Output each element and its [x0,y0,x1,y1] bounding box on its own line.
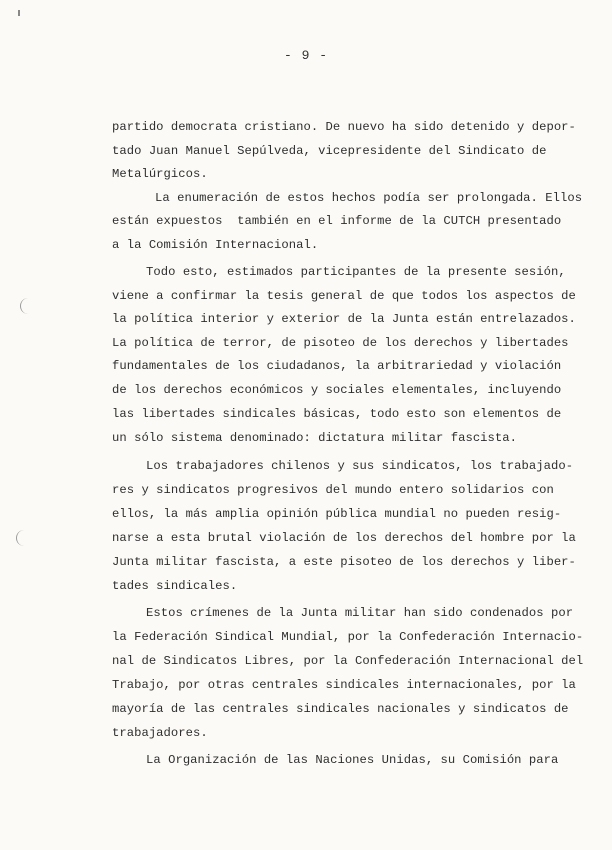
text-line: Todo esto, estimados participantes de la presente sesión, [146,265,566,279]
text-line: mayoría de las centrales sindicales nacionales y sindicatos de [112,702,569,716]
text-line: La Organización de las Naciones Unidas, su Comisión para [146,753,559,767]
text-line: Metalúrgicos. [112,167,208,181]
margin-punch-mark-lower [16,530,25,546]
text-line: nal de Sindicatos Libres, por la Confederación Internacional del [112,654,584,668]
text-line: tades sindicales. [112,579,238,593]
text-line: Trabajo, por otras centrales sindicales internacionales, por la [112,678,576,692]
text-line: partido democrata cristiano. De nuevo ha sido detenido y depor- [112,120,576,134]
text-line: tado Juan Manuel Sepúlveda, vicepresidente del Sindicato de [112,144,547,158]
text-line: un sólo sistema denominado: dictatura militar fascista. [112,431,518,445]
text-line: trabajadores. [112,726,208,740]
text-line: ellos, la más amplia opinión pública mundial no pueden resig- [112,507,562,521]
text-line: de los derechos económicos y sociales elementales, incluyendo [112,383,562,397]
text-line: Estos crímenes de la Junta militar han sido condenados por [146,606,574,620]
text-line: La política de terror, de pisoteo de los derechos y libertades [112,336,569,350]
text-line: Junta militar fascista, a este pisoteo de los derechos y liber- [112,555,576,569]
text-line: La enumeración de estos hechos podía ser prolongada. Ellos [155,191,583,205]
corner-mark [18,10,20,16]
text-line: la Federación Sindical Mundial, por la Confederación Internacio- [112,630,584,644]
text-line: narse a esta brutal violación de los derechos del hombre por la [112,531,576,545]
text-line: fundamentales de los ciudadanos, la arbitrariedad y violación [112,359,562,373]
text-line: las libertades sindicales básicas, todo esto son elementos de [112,407,562,421]
text-line: viene a confirmar la tesis general de que todos los aspectos de [112,289,576,303]
text-line: Los trabajadores chilenos y sus sindicatos, los trabajado- [146,459,574,473]
text-line: la política interior y exterior de la Junta están entrelazados. [112,312,576,326]
page-number: - 9 - [283,48,328,63]
text-line: res y sindicatos progresivos del mundo entero solidarios con [112,483,554,497]
margin-punch-mark-upper [20,298,29,314]
text-line: están expuestos también en el informe de la CUTCH presentado [112,214,562,228]
text-line: a la Comisión Internacional. [112,238,319,252]
